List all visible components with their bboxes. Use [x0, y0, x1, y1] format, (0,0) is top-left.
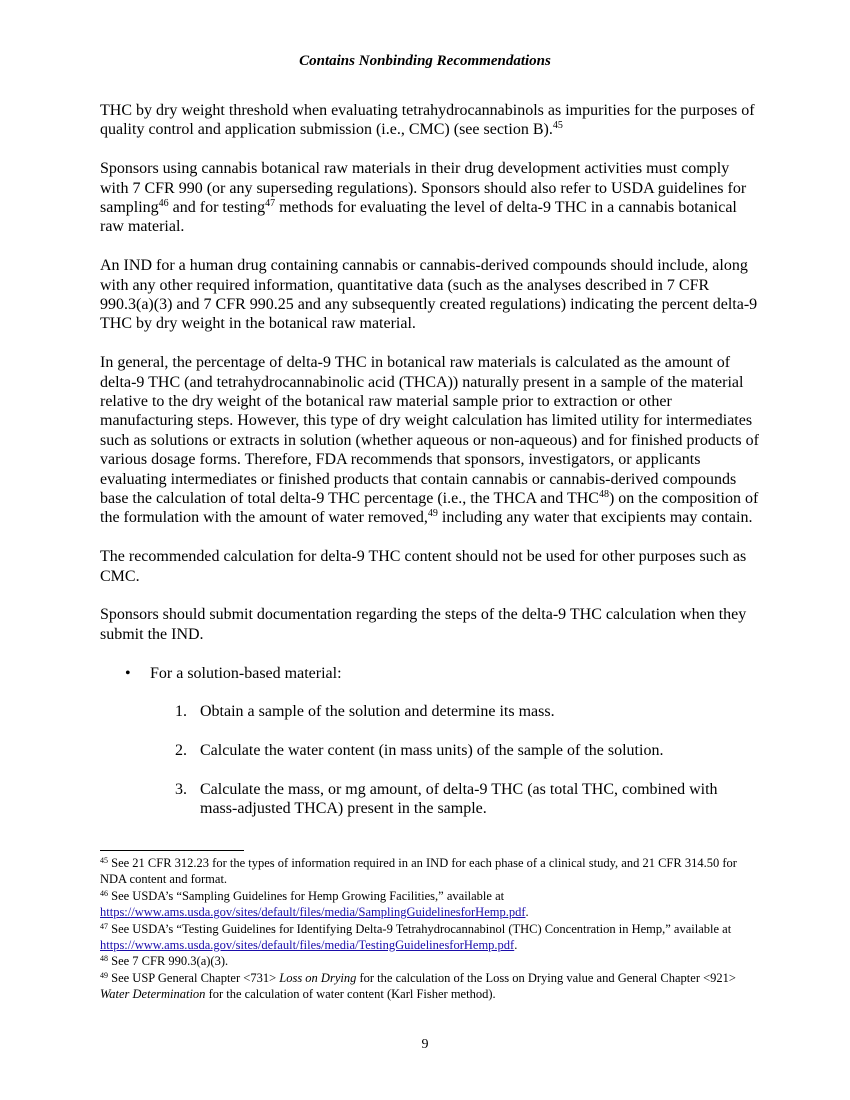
step-text: Obtain a sample of the solution and determine its mass. — [200, 703, 555, 721]
footnote-ref-46[interactable]: 46 — [158, 198, 169, 210]
paragraph-2-text-c: methods for evaluating the level of delta-9 THC in a cannabis botanical raw material. — [100, 199, 737, 236]
footnote-ref-47[interactable]: 47 — [265, 198, 276, 210]
step-list — [100, 702, 760, 818]
paragraph-4 — [100, 353, 760, 528]
footnote-text: See 7 CFR 990.3(a)(3). — [108, 954, 229, 969]
loss-on-drying-title: Loss on Drying — [279, 970, 357, 985]
step-item-2 — [100, 741, 760, 760]
document-body — [100, 101, 760, 838]
footnote-end: . — [525, 905, 529, 920]
footnote-text: See USP General Chapter <731> — [108, 970, 280, 985]
paragraph-3: An IND for a human drug containing cannabis or cannabis-derived compounds should include, along with any other required information, quantitative data (such as the analyses described in 7 CFR 990.3(a)(3) and 7 CFR 990.25 and any subsequently created regulations) indicating the percent delta-9 THC by dry weight in the botanical raw material. — [100, 257, 758, 333]
paragraph-2-text-b: and for testing — [168, 199, 266, 217]
footnote-number: 48 — [100, 954, 108, 964]
footnote-text: See USDA’s “Testing Guidelines for Identifying Delta-9 Tetrahydrocannabinol (THC) Concentration in Hemp,” available at — [108, 921, 732, 936]
step-text: Calculate the mass, or mg amount, of delta-9 THC (as total THC, combined with mass-adjusted THCA) present in the sample. — [200, 781, 718, 818]
bullet-text: For a solution-based material: — [150, 664, 342, 682]
footnote-text: See USDA’s “Sampling Guidelines for Hemp Growing Facilities,” available at — [108, 888, 505, 903]
page-header-title: Contains Nonbinding Recommendations — [299, 53, 551, 69]
footnote-45 — [100, 855, 755, 888]
paragraph-5: The recommended calculation for delta-9 THC content should not be used for other purposes such as CMC. — [100, 548, 747, 585]
footnote-end: . — [514, 938, 518, 953]
paragraph-4-text-b: ) on the composition of the formulation with the amount of water removed, — [100, 490, 759, 527]
footnote-47 — [100, 921, 755, 954]
testing-guidelines-link[interactable]: https://www.ams.usda.gov/sites/default/files/media/TestingGuidelinesforHemp.pdf — [100, 938, 515, 953]
paragraph-1-text: THC by dry weight threshold when evaluating tetrahydrocannabinols as impurities for the purposes of quality control and application submission (i.e., CMC) (see section B). — [100, 102, 755, 139]
paragraph-1 — [100, 101, 760, 140]
footnote-49 — [100, 970, 755, 1003]
footnote-number: 46 — [100, 888, 108, 898]
footnote-number: 49 — [100, 970, 108, 980]
bullet-dot-icon: • — [125, 664, 131, 682]
footnote-text: See 21 CFR 312.23 for the types of information required in an IND for each phase of a clinical study, and 21 CFR 314.50 for NDA content and format. — [100, 856, 737, 887]
footnotes-section — [100, 855, 755, 1003]
paragraph-4-text-c: including any water that excipients may contain. — [437, 509, 753, 527]
paragraph-6: Sponsors should submit documentation regarding the steps of the delta-9 THC calculation when they submit the IND. — [100, 606, 747, 643]
paragraph-2 — [100, 159, 760, 237]
footnote-number: 45 — [100, 856, 108, 865]
paragraph-2-text-a: Sponsors using cannabis botanical raw materials in their drug development activities must comply with 7 CFR 990 (or any superseding regulations). Sponsors should also refer to USDA guidelines for sampling — [100, 160, 747, 217]
footnote-48 — [100, 953, 755, 969]
footnote-ref-48[interactable]: 48 — [598, 489, 609, 501]
footnote-text-mid: for the calculation of the Loss on Drying value and General Chapter <921> — [356, 970, 736, 985]
paragraph-4-text-a: In general, the percentage of delta-9 THC in botanical raw materials is calculated as the amount of delta-9 THC (and tetrahydrocannabinolic acid (THCA)) naturally present in a sample of the material relative to the dry weight of the botanical raw material sample prior to extraction or other manufacturing steps. However, this type of dry weight calculation has limited utility for intermediates such as solutions or extracts in solution (whether aqueous or non-aqueous) and for finished products of various dosage forms. Therefore, FDA recommends that sponsors, investigators, or applicants evaluating intermediates or finished products that contain cannabis or cannabis-derived compounds base the calculation of total delta-9 THC percentage (i.e., the THCA and THC — [100, 354, 759, 508]
step-text: Calculate the water content (in mass units) of the sample of the solution. — [200, 742, 664, 760]
step-item-1 — [100, 702, 760, 721]
step-number: 2. — [175, 742, 187, 760]
footnote-46 — [100, 888, 755, 921]
step-item-3 — [100, 780, 760, 819]
step-number: 1. — [175, 703, 187, 721]
footnote-number: 47 — [100, 921, 108, 931]
footnote-ref-45[interactable]: 45 — [552, 120, 563, 132]
bullet-item — [100, 664, 760, 683]
footnote-end: for the calculation of water content (Karl Fisher method). — [205, 987, 496, 1002]
page-number: 9 — [421, 1037, 429, 1052]
sampling-guidelines-link[interactable]: https://www.ams.usda.gov/sites/default/files/media/SamplingGuidelinesforHemp.pdf — [100, 905, 526, 920]
footnote-divider — [100, 850, 244, 851]
step-number: 3. — [175, 781, 187, 799]
footnote-ref-49[interactable]: 49 — [427, 508, 438, 520]
water-determination-title: Water Determination — [100, 987, 206, 1002]
